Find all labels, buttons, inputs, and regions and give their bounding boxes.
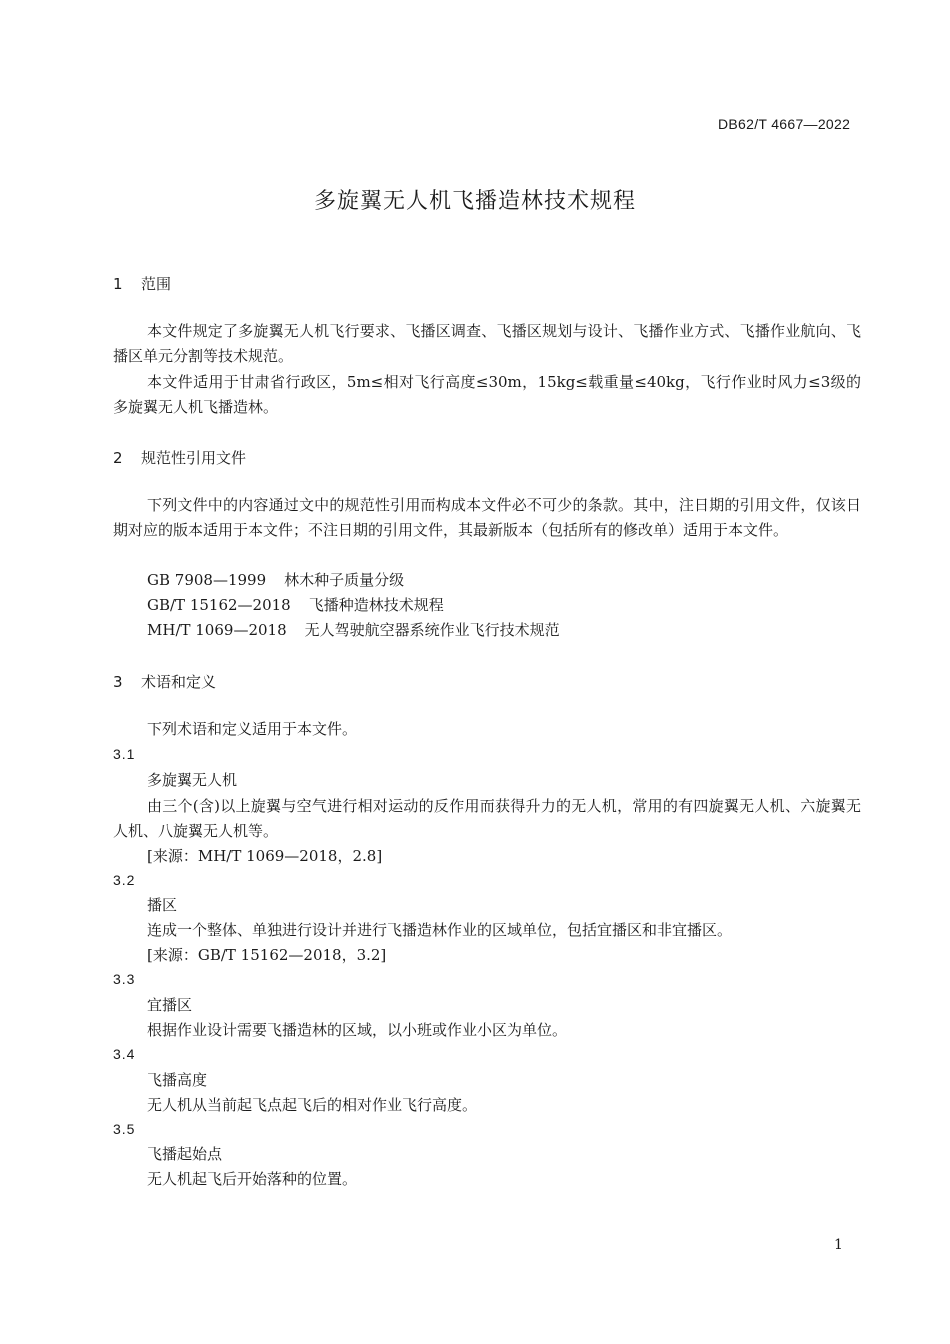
term-name: 播区 [147, 896, 178, 914]
page-number: 1 [834, 1237, 843, 1253]
section-heading-scope [113, 273, 171, 294]
scope-paragraph-1: 本文件规定了多旋翼无人机飞行要求、飞播区调查、飞播区规划与设计、飞播作业方式、飞播作业航向、飞播区单元分割等技术规范。 [113, 322, 861, 365]
term-source: [来源：MH/T 1069—2018，2.8] [147, 847, 383, 865]
term-number: 3.1 [113, 746, 136, 762]
term-definition: 无人机起飞后开始落种的位置。 [147, 1170, 358, 1188]
term-definition: 无人机从当前起飞点起飞后的相对作业飞行高度。 [147, 1096, 478, 1114]
section-heading-normative [113, 447, 246, 468]
section-title: 规范性引用文件 [141, 449, 247, 467]
reference-item [147, 593, 444, 618]
section-title: 术语和定义 [141, 673, 217, 691]
section-title: 范围 [141, 275, 172, 293]
term-name: 宜播区 [147, 996, 193, 1014]
term-name: 飞播高度 [147, 1071, 208, 1089]
terms-intro: 下列术语和定义适用于本文件。 [147, 720, 358, 738]
term-number: 3.5 [113, 1121, 136, 1137]
reference-title: 无人驾驶航空器系统作业飞行技术规范 [304, 621, 560, 639]
section-number: 1 [113, 275, 123, 293]
reference-title: 林木种子质量分级 [284, 571, 405, 589]
scope-paragraph-2: 本文件适用于甘肃省行政区，5m≤相对飞行高度≤30m，15kg≤载重量≤40kg，飞行作业时风力≤3级的多旋翼无人机飞播造林。 [113, 373, 861, 416]
term-number: 3.3 [113, 971, 136, 987]
term-name: 多旋翼无人机 [147, 771, 238, 789]
term-name: 飞播起始点 [147, 1145, 223, 1163]
reference-code: MH/T 1069—2018 [147, 621, 287, 639]
reference-item [147, 618, 560, 643]
section-number: 2 [113, 449, 123, 467]
term-definition: 根据作业设计需要飞播造林的区域，以小班或作业小区为单位。 [147, 1021, 568, 1039]
reference-title: 飞播种造林技术规程 [308, 596, 444, 614]
reference-item [147, 568, 404, 593]
term-definition: 连成一个整体、单独进行设计并进行飞播造林作业的区域单位，包括宜播区和非宜播区。 [147, 921, 733, 939]
term-number: 3.2 [113, 872, 136, 888]
document-title: 多旋翼无人机飞播造林技术规程 [313, 189, 636, 214]
reference-code: GB/T 15162—2018 [147, 596, 291, 614]
term-number: 3.4 [113, 1046, 136, 1062]
section-number: 3 [113, 673, 123, 691]
section-heading-terms [113, 671, 216, 692]
standard-code: DB62/T 4667—2022 [718, 116, 851, 132]
reference-code: GB 7908—1999 [147, 571, 267, 589]
normative-intro: 下列文件中的内容通过文中的规范性引用而构成本文件必不可少的条款。其中，注日期的引用文件，仅该日期对应的版本适用于本文件；不注日期的引用文件，其最新版本（包括所有的修改单）适用于本文件。 [113, 496, 861, 539]
term-source: [来源：GB/T 15162—2018，3.2] [147, 946, 387, 964]
term-definition: 由三个(含)以上旋翼与空气进行相对运动的反作用而获得升力的无人机，常用的有四旋翼无人机、六旋翼无人机、八旋翼无人机等。 [113, 797, 861, 840]
